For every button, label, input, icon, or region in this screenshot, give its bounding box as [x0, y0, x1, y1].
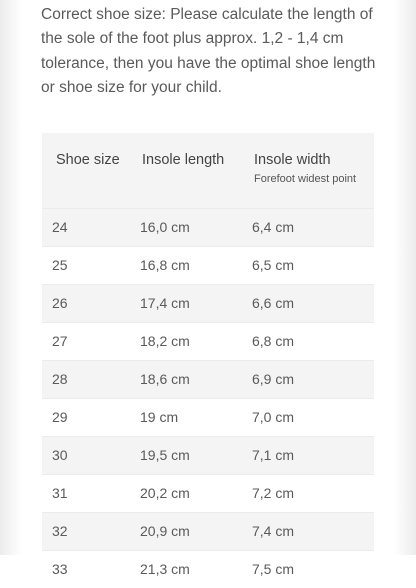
header-insole-width [252, 133, 374, 208]
table-row [42, 436, 374, 474]
cell-shoe-size: 27 [42, 322, 140, 360]
cell-insole-width: 7,5 cm [252, 550, 374, 588]
header-insole-length-label: Insole length [142, 152, 225, 168]
cell-insole-length: 19,5 cm [140, 436, 252, 474]
table-row [42, 284, 374, 322]
cell-shoe-size: 25 [42, 246, 140, 284]
cell-shoe-size: 30 [42, 436, 140, 474]
table-row [42, 398, 374, 436]
table-row [42, 208, 374, 246]
header-insole-width-label: Insole width [254, 152, 331, 168]
cell-insole-length: 18,2 cm [140, 322, 252, 360]
cell-insole-width: 7,4 cm [252, 512, 374, 550]
header-shoe-size-label: Shoe size [56, 152, 120, 168]
header-insole-width-sublabel: Forefoot widest point [254, 173, 357, 185]
header-shoe-size [42, 133, 140, 208]
shoe-size-table [42, 133, 374, 588]
cell-insole-width: 7,0 cm [252, 398, 374, 436]
cell-insole-length: 18,6 cm [140, 360, 252, 398]
cell-shoe-size: 32 [42, 512, 140, 550]
table-header-row [42, 133, 374, 208]
cell-shoe-size: 33 [42, 550, 140, 588]
table-row [42, 322, 374, 360]
cell-insole-length: 20,2 cm [140, 474, 252, 512]
cell-shoe-size: 31 [42, 474, 140, 512]
shoe-size-instructions: Correct shoe size: Please calculate the length of the sole of the foot plus approx. 1,2 - 1,4 cm tolerance, then you have the optimal shoe length or shoe size for your child. [41, 6, 376, 96]
cell-shoe-size: 28 [42, 360, 140, 398]
cell-insole-width: 7,1 cm [252, 436, 374, 474]
cell-insole-length: 17,4 cm [140, 284, 252, 322]
cell-insole-width: 6,4 cm [252, 208, 374, 246]
page-shadow-right [394, 0, 416, 555]
cell-shoe-size: 24 [42, 208, 140, 246]
table-row [42, 360, 374, 398]
table-row [42, 246, 374, 284]
cell-shoe-size: 26 [42, 284, 140, 322]
cell-insole-width: 6,6 cm [252, 284, 374, 322]
cell-insole-length: 16,0 cm [140, 208, 252, 246]
cell-insole-length: 19 cm [140, 398, 252, 436]
table-row [42, 474, 374, 512]
cell-insole-length: 20,9 cm [140, 512, 252, 550]
page-shadow-left [0, 0, 22, 555]
table-row [42, 512, 374, 550]
table-row [42, 550, 374, 588]
cell-insole-length: 21,3 cm [140, 550, 252, 588]
cell-insole-width: 6,5 cm [252, 246, 374, 284]
header-insole-length [140, 133, 252, 208]
cell-insole-length: 16,8 cm [140, 246, 252, 284]
cell-insole-width: 6,8 cm [252, 322, 374, 360]
cell-insole-width: 6,9 cm [252, 360, 374, 398]
cell-shoe-size: 29 [42, 398, 140, 436]
cell-insole-width: 7,2 cm [252, 474, 374, 512]
